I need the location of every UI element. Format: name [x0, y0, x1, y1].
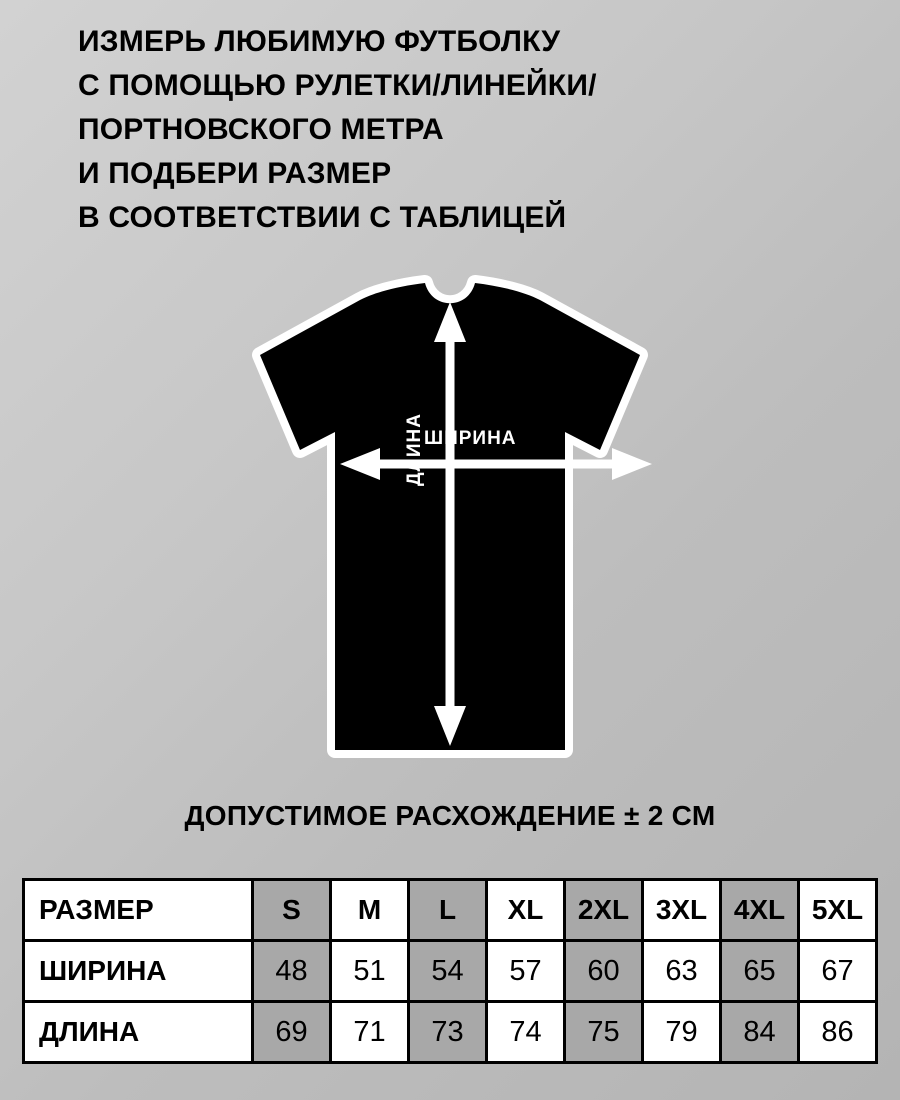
cell-width-m: 51 [331, 941, 409, 1002]
table-header-l: L [409, 880, 487, 941]
table-header-2xl: 2XL [565, 880, 643, 941]
cell-length-m: 71 [331, 1002, 409, 1063]
tolerance-note: ДОПУСТИМОЕ РАСХОЖДЕНИЕ ± 2 СМ [184, 800, 716, 831]
cell-width-3xl: 63 [643, 941, 721, 1002]
cell-width-s: 48 [253, 941, 331, 1002]
table-row-header [24, 880, 877, 941]
table-header-m: M [331, 880, 409, 941]
width-label: ШИРИНА [424, 428, 517, 449]
cell-width-xl: 57 [487, 941, 565, 1002]
title-line-1: ИЗМЕРЬ ЛЮБИМУЮ ФУТБОЛКУ [78, 25, 561, 58]
cell-length-xl: 74 [487, 1002, 565, 1063]
table-header-s: S [253, 880, 331, 941]
title-line-4: И ПОДБЕРИ РАЗМЕР [78, 157, 392, 190]
title-line-3: ПОРТНОВСКОГО МЕТРА [78, 113, 444, 146]
cell-length-4xl: 84 [721, 1002, 799, 1063]
cell-width-l: 54 [409, 941, 487, 1002]
tshirt-icon [170, 270, 730, 770]
table-row-width [24, 941, 877, 1002]
table-header-5xl: 5XL [799, 880, 877, 941]
table-header-3xl: 3XL [643, 880, 721, 941]
row-label-length: ДЛИНА [24, 1002, 253, 1063]
cell-length-2xl: 75 [565, 1002, 643, 1063]
row-label-width: ШИРИНА [24, 941, 253, 1002]
cell-length-3xl: 79 [643, 1002, 721, 1063]
length-label: ДЛИНА [404, 413, 425, 486]
page-title [78, 20, 838, 240]
size-table [22, 878, 878, 1064]
title-line-5: В СООТВЕТСТВИИ С ТАБЛИЦЕЙ [78, 201, 567, 234]
table-row-length [24, 1002, 877, 1063]
size-table-wrapper [22, 878, 878, 1064]
cell-length-l: 73 [409, 1002, 487, 1063]
tshirt-diagram [0, 270, 900, 770]
cell-length-s: 69 [253, 1002, 331, 1063]
table-header-size: РАЗМЕР [24, 880, 253, 941]
title-line-2: С ПОМОЩЬЮ РУЛЕТКИ/ЛИНЕЙКИ/ [78, 69, 597, 102]
cell-length-5xl: 86 [799, 1002, 877, 1063]
cell-width-5xl: 67 [799, 941, 877, 1002]
cell-width-2xl: 60 [565, 941, 643, 1002]
table-header-xl: XL [487, 880, 565, 941]
table-header-4xl: 4XL [721, 880, 799, 941]
cell-width-4xl: 65 [721, 941, 799, 1002]
